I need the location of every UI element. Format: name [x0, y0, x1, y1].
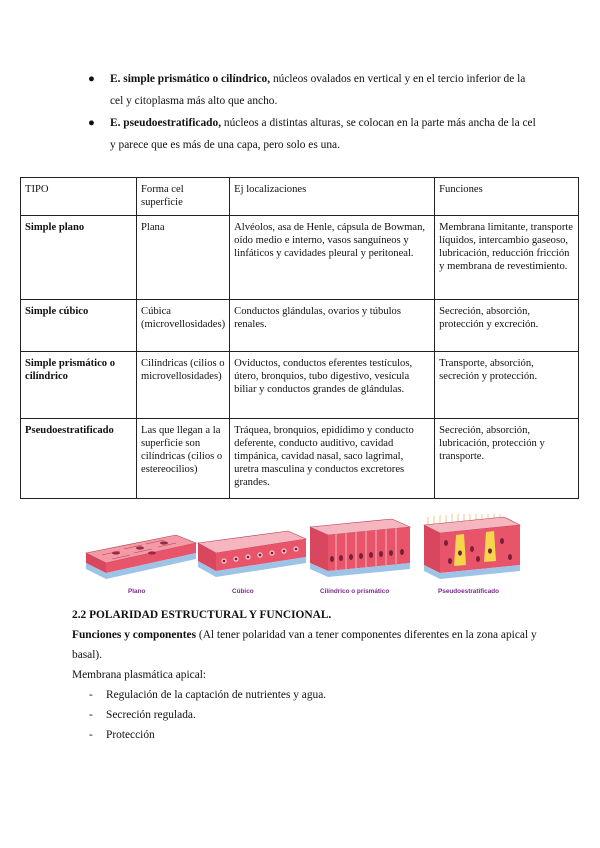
cell-forma: Cilíndricas (cilios o microvellosidades) [137, 352, 230, 419]
caption-plano: Plano [128, 588, 146, 595]
header-localizaciones: Ej localizaciones [230, 178, 435, 216]
cilindrico-illustration [310, 519, 410, 577]
cell-tipo: Simple cúbico [21, 300, 137, 352]
cell-tipo: Simple prismático o cilíndrico [21, 352, 137, 419]
cell-localizaciones: Alvéolos, asa de Henle, cápsula de Bowman, oído medio e interno, vasos sanguíneos y linfáticos y cavidades pleural y peritoneal. [230, 216, 435, 300]
epithelium-table [20, 177, 579, 499]
list-dash: - [89, 709, 93, 721]
polaridad-section [72, 605, 542, 745]
list-item [72, 685, 542, 705]
cell-forma: Cúbica (microvellosidades) [137, 300, 230, 352]
pseudoestratificado-illustration [424, 514, 520, 579]
epithelium-svg [72, 513, 528, 599]
bullet-text: núcleos a distintas alturas, se colocan en la parte más ancha de la cel y parece que es más de una capa, pero solo es una. [110, 117, 536, 151]
cell-funciones: Secreción, absorción, protección y excreción. [435, 300, 579, 352]
list-item-text: Protección [106, 729, 155, 741]
list-item-text: Regulación de la captación de nutrientes y agua. [106, 689, 327, 701]
list-dash: - [89, 689, 93, 701]
cell-forma: Las que llegan a la superficie son cilíndricas (cilios o estereocilios) [137, 419, 230, 499]
table-row [21, 419, 579, 499]
cell-tipo: Pseudoestratificado [21, 419, 137, 499]
bullet-dot: ● [88, 73, 95, 85]
cell-localizaciones: Tráquea, bronquios, epidídimo y conducto deferente, conducto auditivo, cavidad timpánica, cavidad nasal, saco lagrimal, uretra masculina y conductos excretores grandes. [230, 419, 435, 499]
list-dash: - [89, 729, 93, 741]
bullet-list [88, 68, 538, 156]
caption-cubico: Cúbico [232, 588, 254, 595]
table-row [21, 352, 579, 419]
bullet-pseudoestratificado [88, 112, 538, 156]
cubico-illustration [198, 531, 306, 577]
cell-localizaciones: Conductos glándulas, ovarios y túbulos renales. [230, 300, 435, 352]
list-item-text: Secreción regulada. [106, 709, 196, 721]
caption-pseudoestratificado: Pseudoestratificado [438, 588, 500, 595]
cell-forma: Plana [137, 216, 230, 300]
table-row [21, 300, 579, 352]
apical-label: Membrana plasmática apical: [72, 669, 207, 681]
list-item [72, 725, 542, 745]
table-header-row [21, 178, 579, 216]
intro-text: (Al tener polaridad van a tener componentes diferentes en la zona apical y basal). [72, 629, 537, 661]
bullet-text: núcleos ovalados en vertical y en el tercio inferior de la cel y citoplasma más alto que ancho. [110, 73, 526, 107]
cell-funciones: Transporte, absorción, secreción y protección. [435, 352, 579, 419]
cell-tipo: Simple plano [21, 216, 137, 300]
header-tipo: TIPO [21, 178, 137, 216]
epithelium-illustration [72, 513, 528, 599]
section-intro [72, 625, 542, 665]
plano-illustration [86, 535, 196, 579]
header-funciones: Funciones [435, 178, 579, 216]
caption-cilindrico: Cilíndrico o prismático [320, 588, 390, 595]
bullet-term: E. simple prismático o cilíndrico, [110, 73, 271, 85]
section-heading: 2.2 POLARIDAD ESTRUCTURAL Y FUNCIONAL. [72, 609, 332, 621]
header-forma: Forma cel superficie [137, 178, 230, 216]
cell-funciones: Secreción, absorción, lubricación, protección y transporte. [435, 419, 579, 499]
cell-localizaciones: Oviductos, conductos eferentes testículos, útero, bronquios, tubo digestivo, vesícula biliar y conductos grandes de glándulas. [230, 352, 435, 419]
bullet-prismatico [88, 68, 538, 112]
table-row [21, 216, 579, 300]
list-item [72, 705, 542, 725]
cell-funciones: Membrana limitante, transporte líquidos, intercambio gaseoso, lubricación, reducción fricción y membrana de revestimiento. [435, 216, 579, 300]
intro-term: Funciones y componentes [72, 629, 197, 641]
bullet-dot: ● [88, 117, 95, 129]
bullet-term: E. pseudoestratificado, [110, 117, 222, 129]
